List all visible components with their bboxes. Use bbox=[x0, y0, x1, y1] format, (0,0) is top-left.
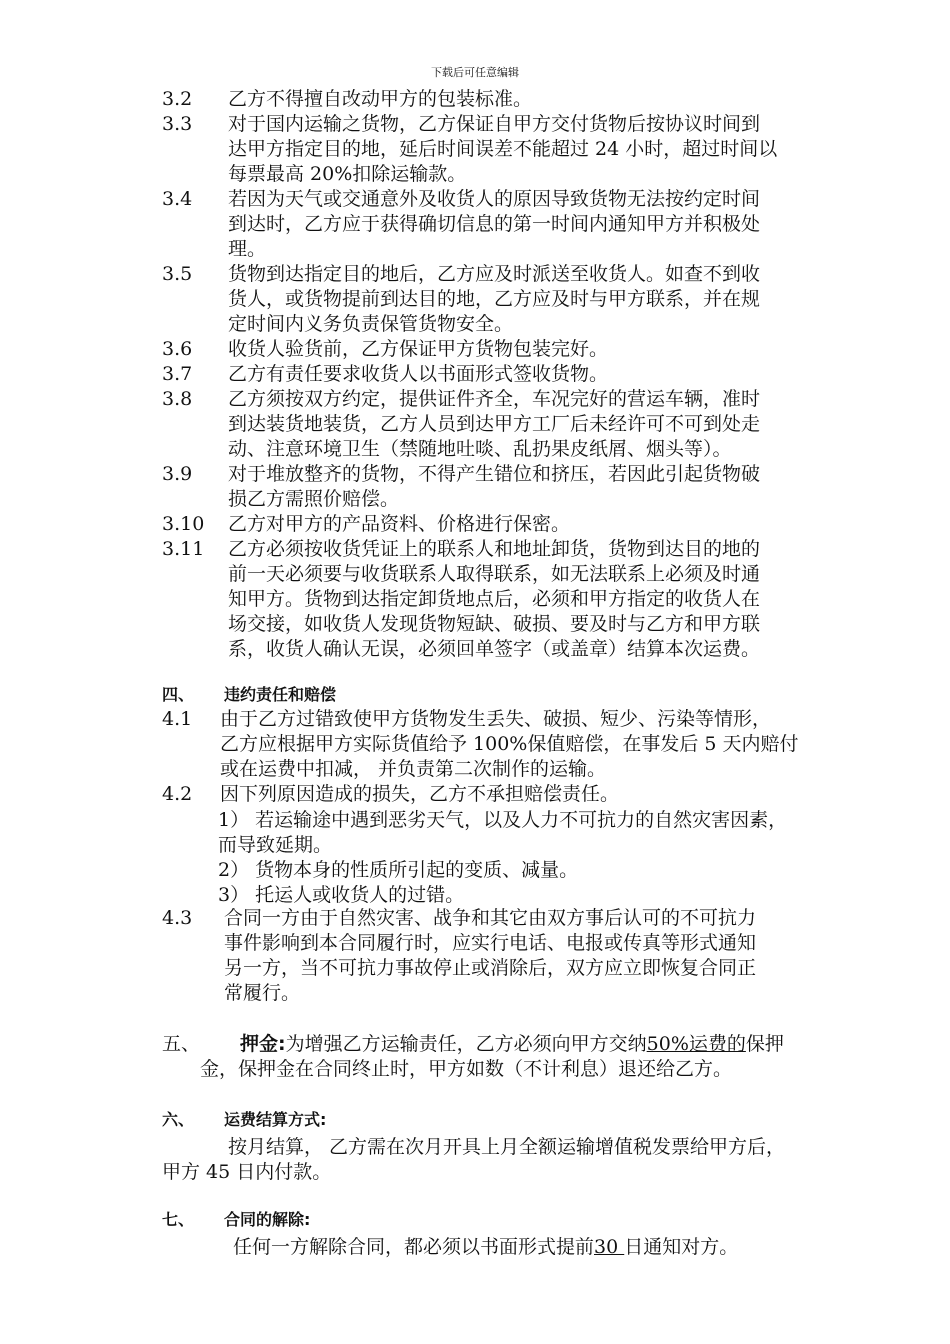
clause-line: 定时间内义务负责保管货物安全。 bbox=[228, 313, 514, 335]
section-7-title: 合同的解除: bbox=[224, 1210, 311, 1229]
clause-line: 达甲方指定目的地，延后时间误差不能超过 24 小时，超过时间以 bbox=[228, 138, 778, 160]
clause-text bbox=[228, 362, 882, 387]
clause-line: 常履行。 bbox=[224, 982, 301, 1004]
clause-line: 或在运费中扣减， 并负责第二次制作的运输。 bbox=[220, 758, 607, 780]
clause-line: 场交接，如收货人发现货物短缺、破损、要及时与乙方和甲方联 bbox=[228, 613, 761, 635]
clause-text bbox=[220, 707, 882, 782]
section-5-number: 五、 bbox=[162, 1033, 201, 1055]
clause-line: 合同一方由于自然灾害、战争和其它由双方事后认可的不可抗力 bbox=[224, 907, 757, 929]
clause-line: 乙方应根据甲方实际货值给予 100%保值赔偿，在事发后 5 天内赔付 bbox=[220, 733, 799, 755]
clause-line: 1） 若运输途中遇到恶劣天气，以及人力不可抗力的自然灾害因素， bbox=[218, 809, 788, 831]
clause-number: 3.2 bbox=[162, 88, 193, 110]
clause-line: 另一方，当不可抗力事故停止或消除后，双方应立即恢复合同正 bbox=[224, 957, 757, 979]
clause-line: 事件影响到本合同履行时，应实行电话、电报或传真等形式通知 bbox=[224, 932, 757, 954]
clause-line: 乙方须按双方约定，提供证件齐全，车况完好的营运车辆，准时 bbox=[228, 388, 761, 410]
section-5-line-1 bbox=[162, 1032, 784, 1057]
clause-text bbox=[228, 262, 882, 337]
clause-number: 4.1 bbox=[162, 708, 193, 730]
clause-line: 对于国内运输之货物，乙方保证自甲方交付货物后按协议时间到 bbox=[228, 113, 761, 135]
section-5-line-2: 金，保押金在合同终止时，甲方如数（不计利息）退还给乙方。 bbox=[200, 1058, 733, 1080]
clause-number: 3.8 bbox=[162, 388, 193, 410]
clause-text bbox=[228, 187, 882, 262]
clause-text bbox=[224, 906, 882, 1006]
section-6-line-1: 按月结算， 乙方需在次月开具上月全额运输增值税发票给甲方后， bbox=[228, 1136, 786, 1158]
clause-line: 2） 货物本身的性质所引起的变质、减量。 bbox=[218, 859, 579, 881]
clause-text bbox=[220, 782, 882, 807]
clause-line: 而导致延期。 bbox=[218, 834, 333, 856]
clause-line: 损乙方需照价赔偿。 bbox=[228, 488, 400, 510]
section-5-text-tail: 保押 bbox=[745, 1033, 784, 1055]
clause-text bbox=[228, 462, 882, 512]
section-4-number: 四、 bbox=[162, 685, 195, 704]
clause-line: 乙方不得擅自改动甲方的包装标准。 bbox=[228, 88, 533, 110]
section-6-title: 运费结算方式: bbox=[224, 1110, 327, 1129]
clause-number: 4.3 bbox=[162, 907, 193, 929]
clause-line: 动、注意环境卫生（禁随地吐啖、乱扔果皮纸屑、烟头等）。 bbox=[228, 438, 732, 460]
clause-line: 到达装货地装货，乙方人员到达甲方工厂后未经许可不可到处走 bbox=[228, 413, 761, 435]
clause-text bbox=[228, 337, 882, 362]
clause-number: 4.2 bbox=[162, 783, 193, 805]
section-5-text: 为增强乙方运输责任，乙方必须向甲方交纳 bbox=[285, 1033, 647, 1055]
clause-line: 由于乙方过错致使甲方货物发生丢失、破损、短少、污染等情形， bbox=[220, 708, 772, 730]
clause-number: 3.9 bbox=[162, 463, 193, 485]
section-7-line bbox=[233, 1235, 738, 1260]
section-5-label: 押金: bbox=[240, 1033, 286, 1055]
clause-text bbox=[228, 512, 882, 537]
page-header: 下载后可任意编辑 bbox=[431, 66, 519, 79]
clause-number: 3.7 bbox=[162, 363, 193, 385]
clause-line: 货物到达指定目的地后，乙方应及时派送至收货人。如查不到收 bbox=[228, 263, 761, 285]
clause-text bbox=[228, 537, 882, 662]
clause-number: 3.3 bbox=[162, 113, 193, 135]
clause-number: 3.4 bbox=[162, 188, 193, 210]
clause-line: 货人，或货物提前到达目的地，乙方应及时与甲方联系，并在规 bbox=[228, 288, 761, 310]
clause-number: 3.6 bbox=[162, 338, 193, 360]
section-7-text-tail: 日通知对方。 bbox=[624, 1236, 739, 1258]
clause-line: 前一天必须要与收货联系人取得联系，如无法联系上必须及时通 bbox=[228, 563, 761, 585]
clause-text bbox=[218, 808, 938, 858]
section-5-underlined: 50%运费的 bbox=[646, 1033, 746, 1055]
clause-line: 理。 bbox=[228, 238, 267, 260]
section-7-text: 任何一方解除合同，都必须以书面形式提前 bbox=[233, 1236, 595, 1258]
clause-text bbox=[228, 87, 882, 112]
clause-line: 系，收货人确认无误，必须回单签字（或盖章）结算本次运费。 bbox=[228, 638, 761, 660]
clause-number: 3.11 bbox=[162, 538, 205, 560]
clause-text bbox=[228, 112, 882, 187]
clause-line: 知甲方。货物到达指定卸货地点后，必须和甲方指定的收货人在 bbox=[228, 588, 761, 610]
section-6-line-2: 甲方 45 日内付款。 bbox=[162, 1161, 332, 1183]
clause-line: 对于堆放整齐的货物，不得产生错位和挤压，若因此引起货物破 bbox=[228, 463, 761, 485]
clause-line: 乙方对甲方的产品资料、价格进行保密。 bbox=[228, 513, 571, 535]
clause-text bbox=[218, 858, 938, 883]
clause-line: 乙方有责任要求收货人以书面形式签收货物。 bbox=[228, 363, 609, 385]
clause-line: 若因为天气或交通意外及收货人的原因导致货物无法按约定时间 bbox=[228, 188, 761, 210]
section-7-underlined: 30 bbox=[594, 1236, 625, 1258]
clause-number: 3.5 bbox=[162, 263, 193, 285]
section-4-title: 违约责任和赔偿 bbox=[224, 685, 337, 704]
section-6-number: 六、 bbox=[162, 1110, 195, 1129]
clause-line: 因下列原因造成的损失，乙方不承担赔偿责任。 bbox=[220, 783, 620, 805]
clause-text bbox=[218, 883, 938, 908]
clause-text bbox=[228, 387, 882, 462]
clause-line: 收货人验货前，乙方保证甲方货物包装完好。 bbox=[228, 338, 609, 360]
clause-line: 3） 托运人或收货人的过错。 bbox=[218, 884, 465, 906]
clause-line: 乙方必须按收货凭证上的联系人和地址卸货，货物到达目的地的 bbox=[228, 538, 761, 560]
clause-line: 每票最高 20%扣除运输款。 bbox=[228, 163, 467, 185]
clause-line: 到达时，乙方应于获得确切信息的第一时间内通知甲方并积极处 bbox=[228, 213, 761, 235]
section-7-number: 七、 bbox=[162, 1210, 195, 1229]
clause-number: 3.10 bbox=[162, 513, 205, 535]
